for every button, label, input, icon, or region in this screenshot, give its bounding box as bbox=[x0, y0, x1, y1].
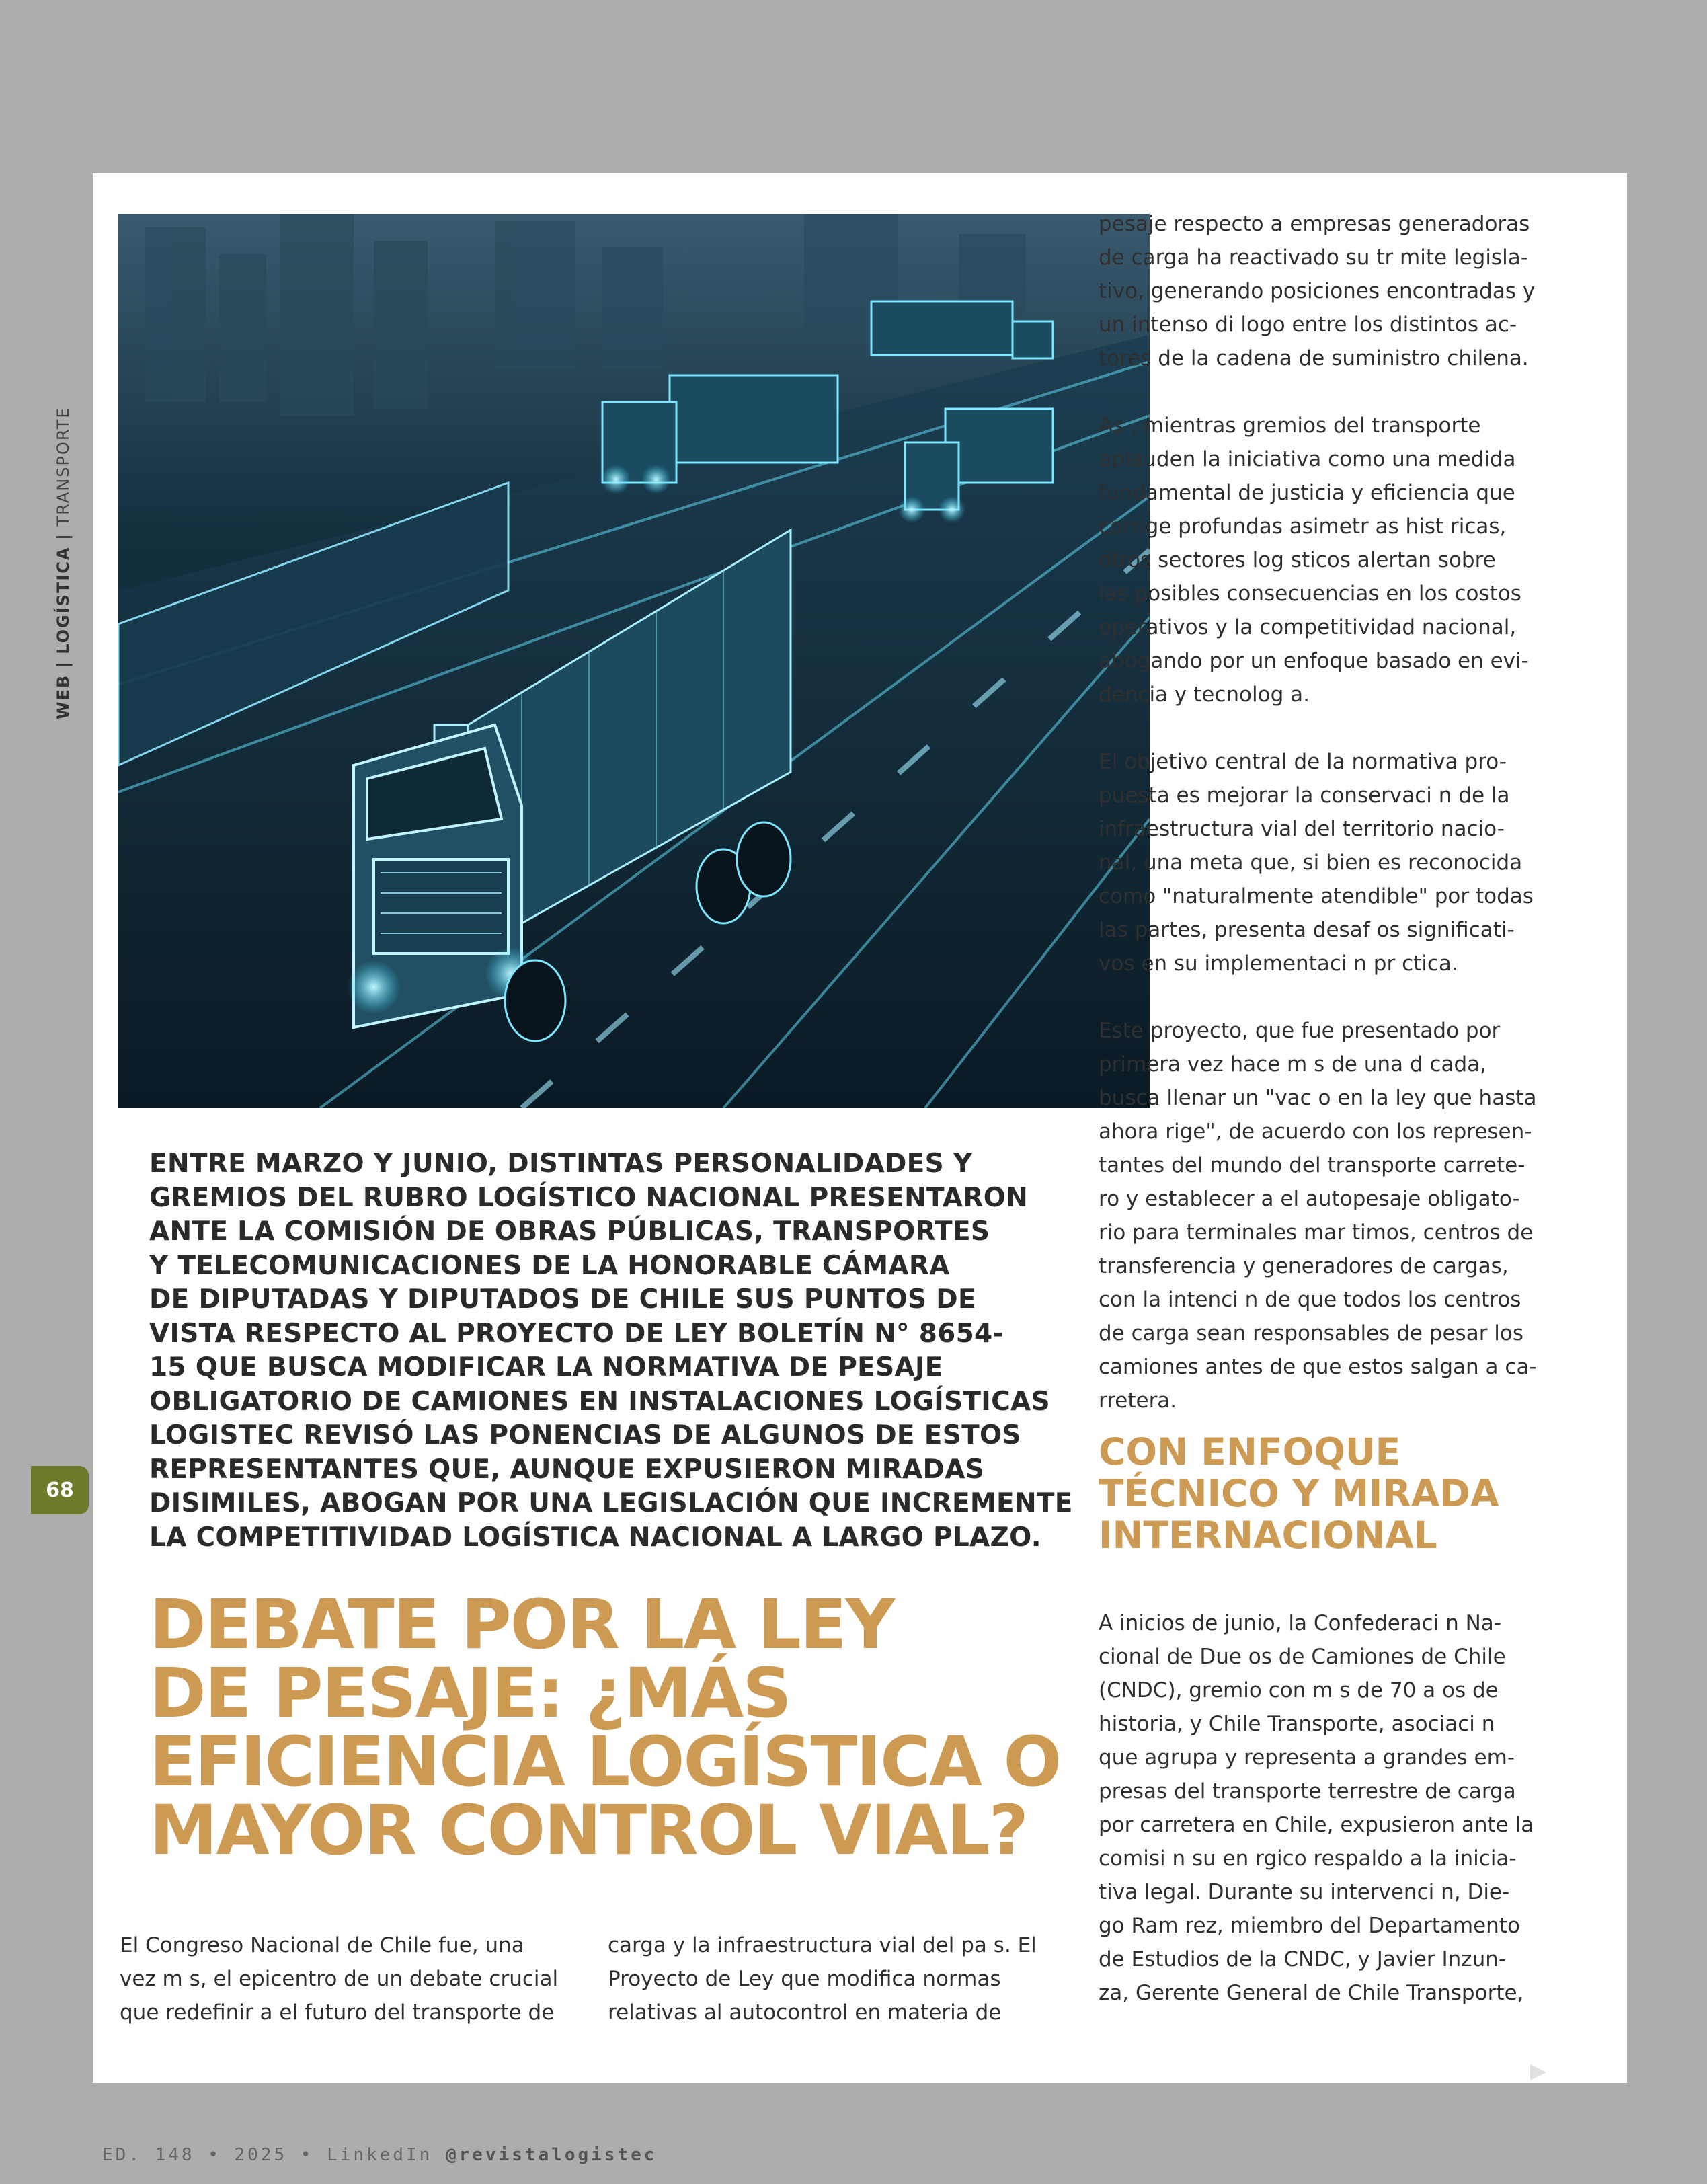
magazine-page bbox=[93, 173, 1627, 2083]
section-logistics: LOGÍSTICA bbox=[54, 546, 73, 654]
page-number: 68 bbox=[31, 1466, 89, 1514]
body-line: como "naturalmente atendible" por todas bbox=[1099, 884, 1534, 908]
lead-line: REPRESENTANTES QUE, AUNQUE EXPUSIERON MIRADAS bbox=[149, 1454, 985, 1485]
body-line: za, Gerente General de Chile Transporte, bbox=[1099, 1981, 1524, 2005]
body-line: camiones antes de que estos salgan a ca- bbox=[1099, 1355, 1537, 1379]
paragraph bbox=[1099, 1606, 1556, 2010]
footer-handle[interactable]: @revistalogistec bbox=[446, 2145, 658, 2165]
headline-line: DEBATE POR LA LEY bbox=[149, 1585, 894, 1665]
headline-line: DE PESAJE: ¿MÁS bbox=[149, 1653, 791, 1733]
body-line: operativos y la competitividad nacional, bbox=[1099, 615, 1517, 639]
body-line: infraestructura vial del territorio nacio- bbox=[1099, 817, 1505, 841]
body-line: las posibles consecuencias en los costos bbox=[1099, 582, 1521, 606]
lead-line: ANTE LA COMISIÓN DE OBRAS PÚBLICAS, TRANSPORTES bbox=[149, 1216, 990, 1247]
paragraph bbox=[1099, 1014, 1556, 1417]
body-line: que redefinir a el futuro del transporte de bbox=[120, 2000, 555, 2025]
body-line: un intenso di logo entre los distintos ac- bbox=[1099, 313, 1517, 337]
body-line: (CNDC), gremio con m s de 70 a os de bbox=[1099, 1678, 1499, 1703]
body-line: ahora rige", de acuerdo con los represen- bbox=[1099, 1120, 1532, 1144]
body-line: comisi n su en rgico respaldo a la inicia- bbox=[1099, 1846, 1517, 1871]
body-line: de Estudios de la CNDC, y Javier Inzun- bbox=[1099, 1947, 1507, 1972]
section-transport: TRANSPORTE bbox=[54, 406, 73, 526]
body-line: transferencia y generadores de cargas, bbox=[1099, 1254, 1509, 1278]
lead-line: OBLIGATORIO DE CAMIONES EN INSTALACIONES LOGÍSTICAS bbox=[149, 1386, 1050, 1417]
body-line: rio para terminales mar timos, centros de bbox=[1099, 1220, 1534, 1245]
body-line: vos en su implementaci n pr ctica. bbox=[1099, 951, 1458, 976]
section-separator: | bbox=[54, 533, 73, 540]
body-line: otros sectores log sticos alertan sobre bbox=[1099, 548, 1496, 572]
subhead-line: INTERNACIONAL bbox=[1099, 1514, 1437, 1557]
lead-line: VISTA RESPECTO AL PROYECTO DE LEY BOLETÍN N° 8654- bbox=[149, 1318, 1004, 1349]
body-line: As , mientras gremios del transporte bbox=[1099, 414, 1481, 438]
body-line: aplauden la iniciativa como una medida bbox=[1099, 447, 1516, 471]
body-line: de carga ha reactivado su tr mite legisla- bbox=[1099, 245, 1528, 270]
body-line: primera vez hace m s de una d cada, bbox=[1099, 1052, 1486, 1077]
trucks-illustration bbox=[118, 214, 1150, 1108]
body-line: que agrupa y representa a grandes em- bbox=[1099, 1746, 1515, 1770]
body-column-1 bbox=[120, 1928, 577, 2029]
paragraph bbox=[1099, 745, 1556, 980]
lead-line: DISIMILES, ABOGAN POR UNA LEGISLACIÓN QUE INCREMENTE bbox=[149, 1488, 1073, 1518]
subhead-line: CON ENFOQUE bbox=[1099, 1430, 1401, 1473]
body-line: busca llenar un "vac o en la ley que hasta bbox=[1099, 1086, 1537, 1110]
section-subhead bbox=[1099, 1431, 1556, 1556]
body-line: El Congreso Nacional de Chile fue, una bbox=[120, 1933, 524, 1957]
article-headline bbox=[149, 1585, 1104, 1871]
body-column-3 bbox=[1099, 207, 1556, 2010]
lead-line: GREMIOS DEL RUBRO LOGÍSTICO NACIONAL PRESENTARON bbox=[149, 1182, 1029, 1213]
body-line: dencia y tecnolog a. bbox=[1099, 682, 1310, 707]
lead-line: 15 QUE BUSCA MODIFICAR LA NORMATIVA DE PESAJE bbox=[149, 1352, 943, 1382]
subhead-line: TÉCNICO Y MIRADA bbox=[1099, 1472, 1499, 1515]
lead-line: LA COMPETITIVIDAD LOGÍSTICA NACIONAL A LARGO PLAZO. bbox=[149, 1522, 1041, 1553]
body-line: cional de Due os de Camiones de Chile bbox=[1099, 1645, 1506, 1669]
body-line: pesaje respecto a empresas generadoras bbox=[1099, 212, 1530, 236]
body-line: Este proyecto, que fue presentado por bbox=[1099, 1019, 1501, 1043]
lead-line: Y TELECOMUNICACIONES DE LA HONORABLE CÁMARA bbox=[149, 1250, 950, 1281]
headline-line: MAYOR CONTROL VIAL? bbox=[149, 1791, 1027, 1871]
body-line: vez m s, el epicentro de un debate crucial bbox=[120, 1967, 559, 1991]
body-line: El objetivo central de la normativa pro- bbox=[1099, 750, 1507, 774]
body-line: las partes, presenta desaf os significati- bbox=[1099, 918, 1515, 942]
body-line: historia, y Chile Transporte, asociaci n bbox=[1099, 1712, 1495, 1736]
footer bbox=[102, 2145, 657, 2165]
body-column-2 bbox=[608, 1928, 1065, 2029]
body-line: nal, una meta que, si bien es reconocida bbox=[1099, 851, 1523, 875]
body-line: relativas al autocontrol en materia de bbox=[608, 2000, 1002, 2025]
body-line: carga y la infraestructura vial del pa s. El bbox=[608, 1933, 1037, 1957]
body-line: Proyecto de Ley que modifica normas bbox=[608, 1967, 1001, 1991]
section-web: WEB bbox=[54, 674, 73, 719]
body-line: por carretera en Chile, expusieron ante la bbox=[1099, 1813, 1534, 1837]
footer-edition: ED. 148 • 2025 • LinkedIn bbox=[102, 2145, 433, 2165]
paragraph bbox=[1099, 409, 1556, 711]
body-line: abogando por un enfoque basado en evi- bbox=[1099, 649, 1529, 673]
paragraph bbox=[1099, 207, 1556, 375]
hero-image bbox=[118, 214, 1150, 1108]
lead-line: ENTRE MARZO Y JUNIO, DISTINTAS PERSONALIDADES Y bbox=[149, 1148, 973, 1179]
body-line: tivo, generando posiciones encontradas y bbox=[1099, 279, 1536, 303]
body-line: tores de la cadena de suministro chilena. bbox=[1099, 346, 1529, 370]
body-line: con la intenci n de que todos los centros bbox=[1099, 1288, 1521, 1312]
body-line: tiva legal. Durante su intervenci n, Die- bbox=[1099, 1880, 1510, 1904]
lead-paragraph bbox=[149, 1147, 1138, 1555]
body-line: puesta es mejorar la conservaci n de la bbox=[1099, 783, 1510, 808]
section-label bbox=[54, 406, 73, 719]
body-line: fundamental de justicia y eficiencia que bbox=[1099, 481, 1515, 505]
headline-line: EFICIENCIA LOGÍSTICA O bbox=[149, 1722, 1061, 1802]
section-separator: | bbox=[54, 660, 73, 668]
body-line: presas del transporte terrestre de carga bbox=[1099, 1779, 1516, 1803]
lead-line: LOGISTEC REVISÓ LAS PONENCIAS DE ALGUNOS DE ESTOS bbox=[149, 1420, 1021, 1450]
body-line: go Ram rez, miembro del Departamento bbox=[1099, 1914, 1520, 1938]
body-line: tantes del mundo del transporte carrete- bbox=[1099, 1153, 1525, 1177]
body-line: A inicios de junio, la Confederaci n Na- bbox=[1099, 1611, 1501, 1635]
next-page-arrow-icon[interactable] bbox=[1530, 2064, 1546, 2080]
body-line: de carga sean responsables de pesar los bbox=[1099, 1321, 1524, 1346]
body-line: corrige profundas asimetr as hist ricas, bbox=[1099, 514, 1507, 539]
lead-line: DE DIPUTADAS Y DIPUTADOS DE CHILE SUS PUNTOS DE bbox=[149, 1284, 976, 1315]
body-line: rretera. bbox=[1099, 1389, 1177, 1413]
body-line: ro y establecer a el autopesaje obligato- bbox=[1099, 1187, 1520, 1211]
